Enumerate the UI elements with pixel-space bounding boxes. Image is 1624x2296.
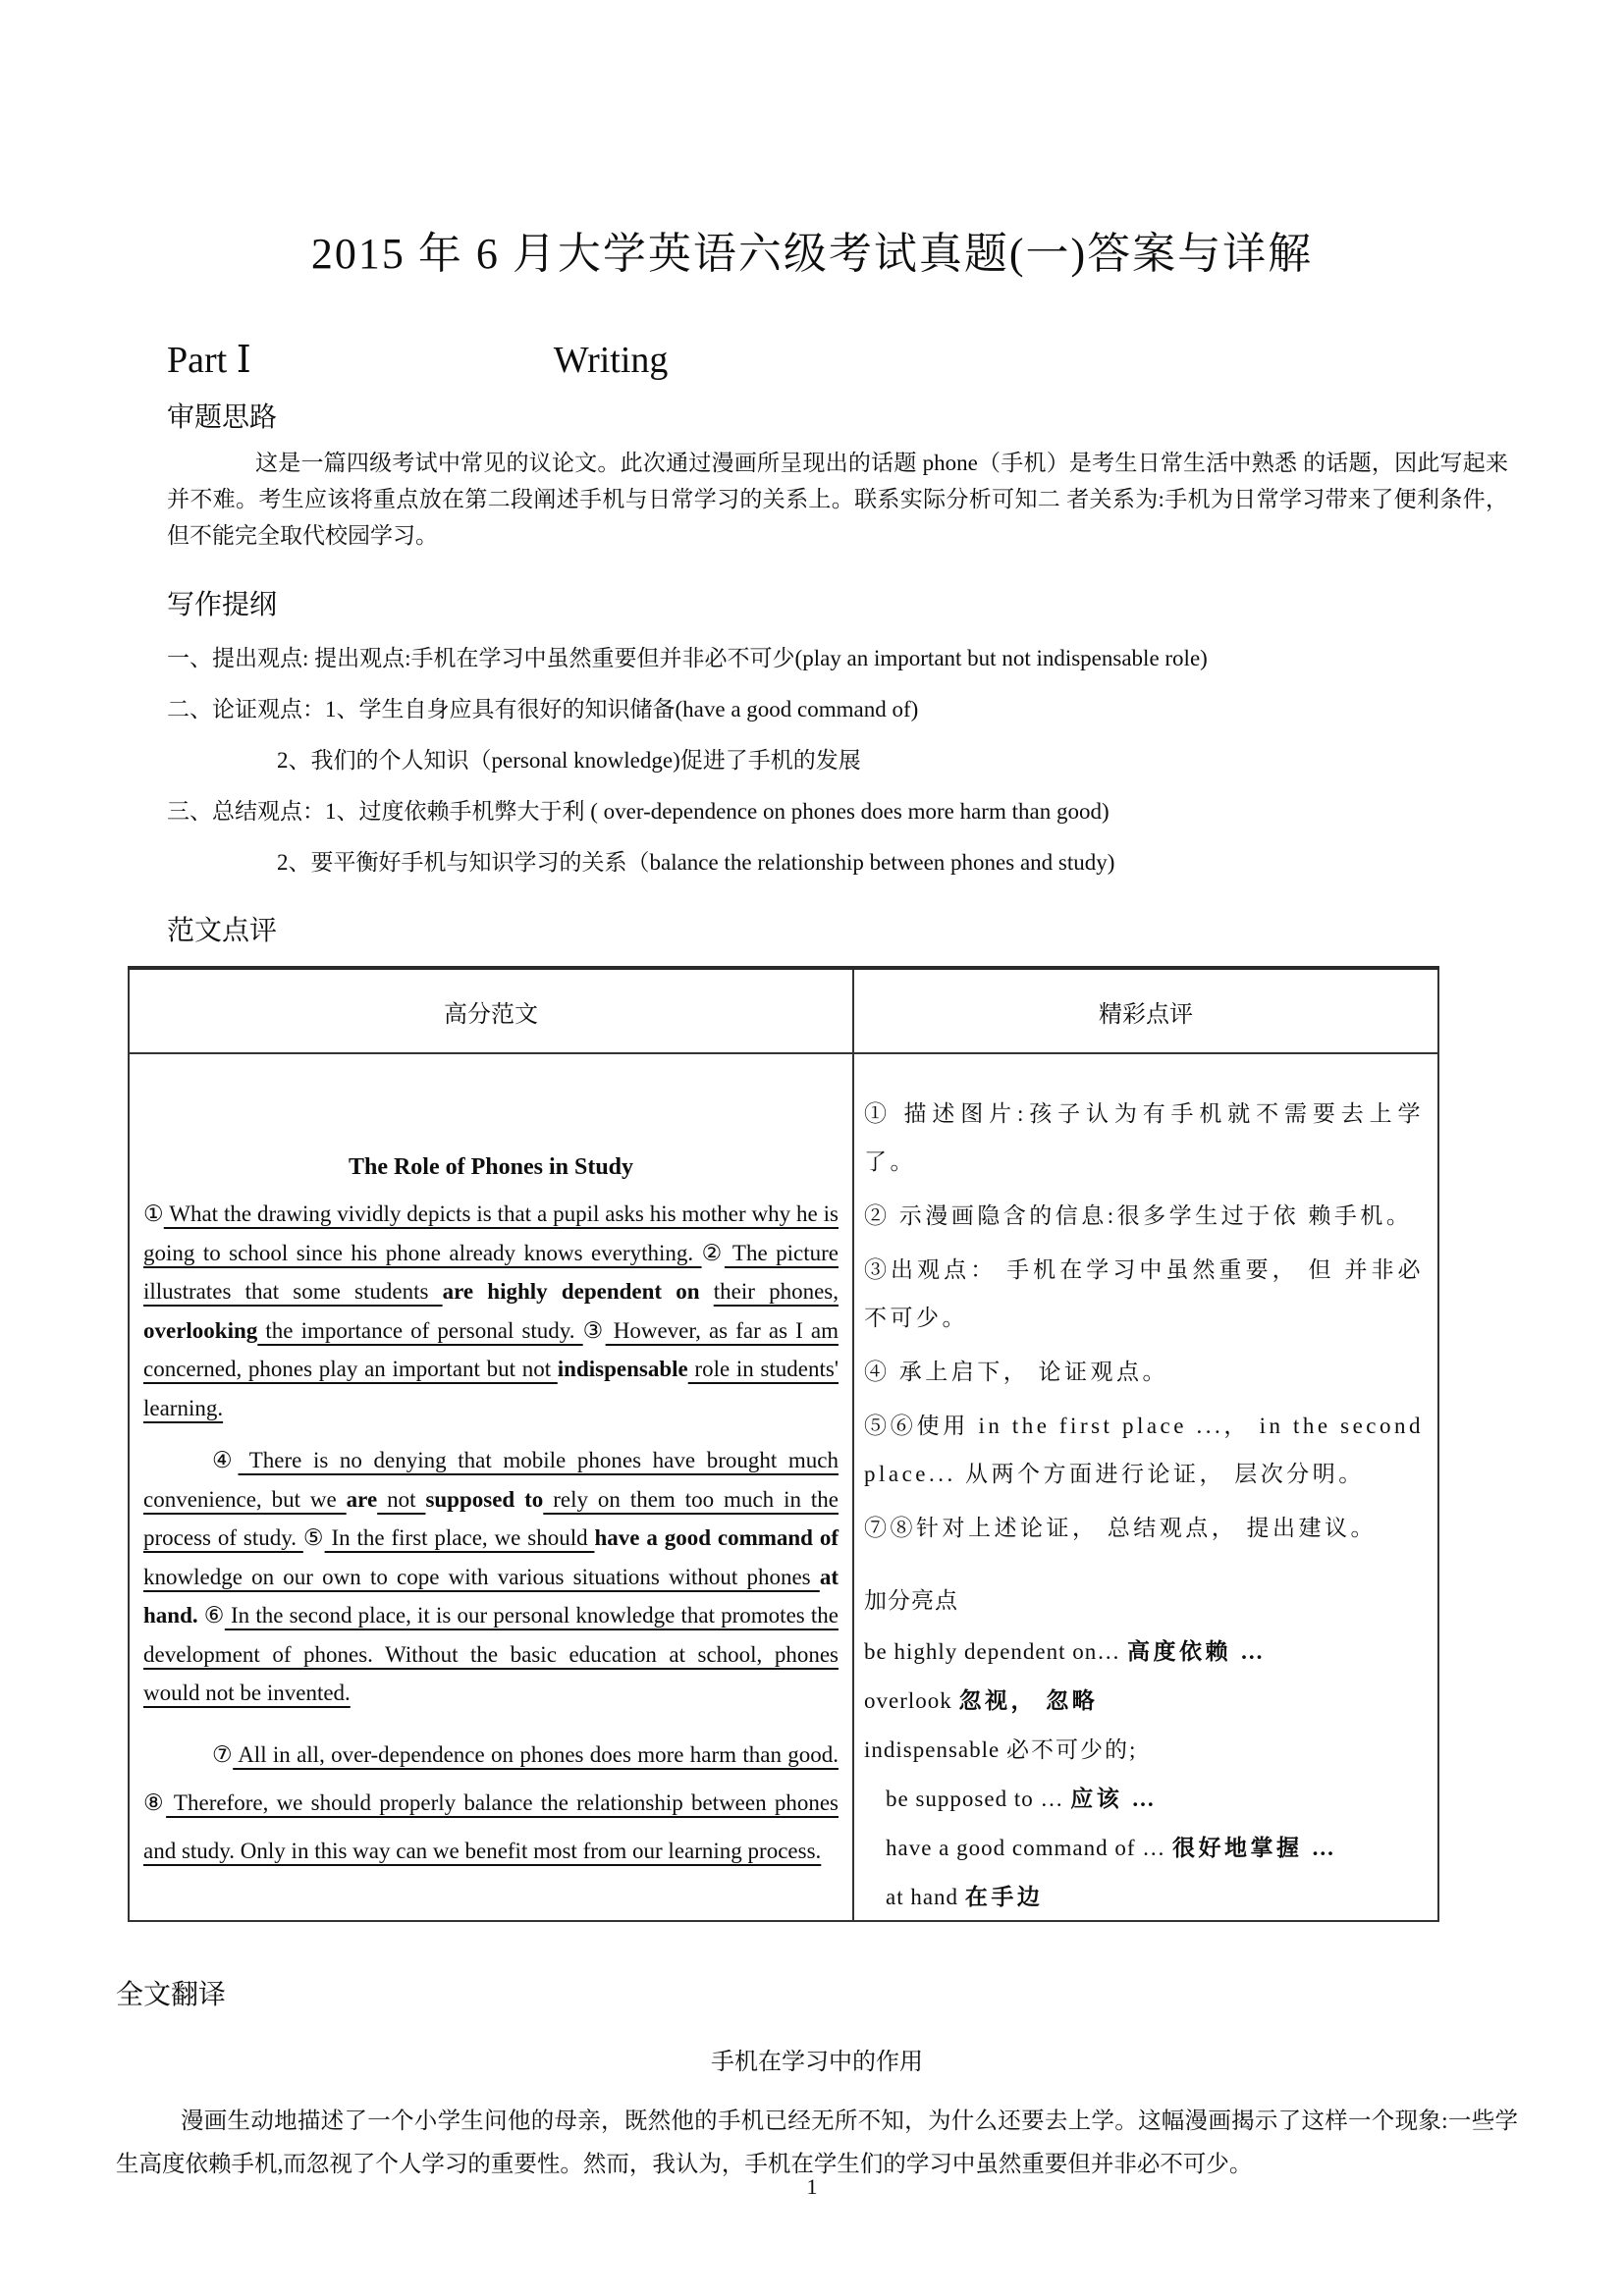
review-section <box>143 909 1508 1922</box>
review-table <box>128 966 1439 1922</box>
comment-5: ⑤⑥使用 in the first place ...， in the second place... 从两个方面进行论证， 层次分明。 <box>864 1414 1424 1486</box>
essay-text-run: rely on them too much in the process of study. <box>143 1486 839 1550</box>
highlight-chinese: 应该 … <box>1070 1787 1158 1811</box>
sentence-number: ① <box>143 1201 164 1226</box>
essay-text-run: All in all, over-dependence on phones does more harm than good. <box>233 1741 839 1767</box>
essay-text-run: In the first place, we should <box>324 1525 595 1550</box>
essay-text-run: The picture illustrates that some students <box>143 1240 839 1304</box>
highlight-chinese: 必不可少的; <box>1005 1737 1138 1762</box>
comments-cell <box>853 1053 1438 1921</box>
sentence-number: ② <box>701 1240 725 1265</box>
essay-text-run: However, as far as I am concerned, phones play an important but not <box>143 1317 839 1381</box>
highlight-english: have a good command of … <box>886 1836 1172 1860</box>
analysis-paragraph: 这是一篇四级考试中常见的议论文。此次通过漫画所呈现出的话题 phone（手机）是考生日常生活中熟悉 的话题，因此写起来并不难。考生应该将重点放在第二段阐述手机与日常学习的关系上。联系实际分析可知二 者关系为:手机为日常学习带来了便利条件，但不能完全取代校园学习。 <box>167 451 1508 548</box>
comment-2: ② 示漫画隐含的信息:很多学生过于依 赖手机。 <box>864 1203 1413 1228</box>
sentence-number: ⑤ <box>302 1525 325 1550</box>
essay-bold-run: indispensable <box>557 1357 688 1381</box>
outline-item-2: 二、论证观点：1、学生自身应具有很好的知识储备(have a good command of) <box>167 697 919 721</box>
page-number: 1 <box>806 2174 818 2199</box>
essay-title: The Role of Phones in Study <box>348 1154 634 1180</box>
essay-bold-run: are <box>346 1486 378 1512</box>
review-table-header-row <box>129 968 1438 1053</box>
essay-text-run: role in students' learning. <box>143 1357 839 1420</box>
highlight-item-1 <box>864 1634 1424 1670</box>
highlight-english: be supposed to … <box>886 1787 1071 1811</box>
review-table-body-row <box>129 1053 1438 1921</box>
essay-text-run: In the second place, it is our personal knowledge that promotes the development of phones. Without the basic education at school, phones would not be invented. <box>143 1603 839 1705</box>
sentence-number: ④ <box>212 1448 239 1472</box>
outline-item-3: 三、总结观点：1、过度依赖手机弊大于利 ( over-dependence on phones does more harm than good) <box>167 799 1110 824</box>
part-section-name: Writing <box>553 340 669 381</box>
essay-text-run: knowledge on our own to cope with various situations without phones <box>143 1564 820 1589</box>
outline-section <box>167 583 1508 878</box>
highlight-chinese: 高度依赖 … <box>1127 1639 1267 1664</box>
sentence-number: ③ <box>582 1317 606 1343</box>
highlight-item-4 <box>886 1782 1424 1817</box>
sentence-number: ⑧ <box>143 1789 167 1815</box>
highlight-item-6 <box>886 1880 1424 1915</box>
highlight-item-3 <box>864 1733 1424 1768</box>
sentence-number: ⑥ <box>197 1603 225 1628</box>
essay-paragraph-3 <box>143 1731 839 1875</box>
comments-column-header: 精彩点评 <box>853 968 1438 1053</box>
part-label: Part Ⅰ <box>167 340 251 381</box>
essay-text-run: the importance of personal study. <box>257 1317 583 1343</box>
comment-3: ③出观点： 手机在学习中虽然重要， 但 并非必不可少。 <box>864 1257 1424 1330</box>
essay-paragraph-1 <box>143 1195 839 1427</box>
comment-4: ④ 承上启下， 论证观点。 <box>864 1360 1168 1384</box>
translation-paragraph: 漫画生动地描述了一个小学生问他的母亲，既然他的手机已经无所不知，为什么还要去上学。这幅漫画揭示了这样一个现象:一些学生高度依赖手机,而忽视了个人学习的重要性。然而，我认为，手机在学生们的学习中虽然重要但并非必不可少。 <box>116 2109 1518 2177</box>
highlight-item-2 <box>864 1683 1424 1719</box>
highlight-english: at hand <box>886 1885 965 1909</box>
comment-1: ① 描述图片:孩子认为有手机就不需要去上学了。 <box>864 1101 1424 1174</box>
essay-column-header: 高分范文 <box>129 968 853 1053</box>
essay-text-run: not <box>377 1486 426 1512</box>
document-title: 2015 年 6 月大学英语六级考试真题(一)答案与详解 <box>310 230 1314 278</box>
essay-text-run: Therefore, we should properly balance the relationship between phones and study. Only in this way can we benefit most from our learning process. <box>143 1789 839 1863</box>
essay-bold-run: at hand. <box>143 1564 839 1628</box>
highlight-english: be highly dependent on… <box>864 1639 1128 1664</box>
essay-bold-run: supposed to <box>425 1486 544 1512</box>
comment-6: ⑦⑧针对上述论证， 总结观点， 提出建议。 <box>864 1516 1377 1540</box>
outline-item-3b: 2、要平衡好手机与知识学习的关系（balance the relationship between phones and study) <box>277 850 1115 875</box>
essay-text-run: their phones, <box>713 1279 839 1304</box>
highlight-item-5 <box>886 1831 1424 1866</box>
translation-section <box>116 1973 1518 2186</box>
essay-paragraph-2 <box>143 1441 839 1713</box>
essay-bold-run: have a good command of <box>594 1525 839 1550</box>
part-header <box>167 338 1506 382</box>
essay-bold-run: overlooking <box>143 1317 258 1343</box>
highlights-heading: 加分亮点 <box>864 1588 958 1613</box>
review-heading: 范文点评 <box>167 916 278 946</box>
outline-item-1: 一、提出观点: 提出观点:手机在学习中虽然重要但并非必不可少(play an important but not indispensable role) <box>167 646 1208 670</box>
analysis-heading: 审题思路 <box>167 402 278 433</box>
essay-text-run: There is no denying that mobile phones have brought much convenience, but we <box>143 1448 839 1512</box>
highlight-english: overlook <box>864 1688 959 1713</box>
highlight-chinese: 在手边 <box>964 1885 1044 1909</box>
essay-bold-run: are highly dependent on <box>442 1279 714 1304</box>
translation-heading: 全文翻译 <box>116 1980 227 2010</box>
highlight-chinese: 忽视， 忽略 <box>958 1688 1099 1713</box>
highlight-english: indispensable <box>864 1737 1006 1762</box>
highlight-chinese: 很好地掌握 … <box>1171 1836 1338 1860</box>
outline-heading: 写作提纲 <box>167 590 278 620</box>
essay-text-run: What the drawing vividly depicts is that a pupil asks his mother why he is going to school since his phone already knows everything. <box>143 1201 839 1265</box>
sentence-number: ⑦ <box>212 1741 234 1767</box>
outline-item-2b: 2、我们的个人知识（personal knowledge)促进了手机的发展 <box>277 748 861 773</box>
translation-essay-title: 手机在学习中的作用 <box>711 2050 923 2075</box>
essay-cell <box>129 1053 853 1921</box>
analysis-section <box>167 396 1508 554</box>
